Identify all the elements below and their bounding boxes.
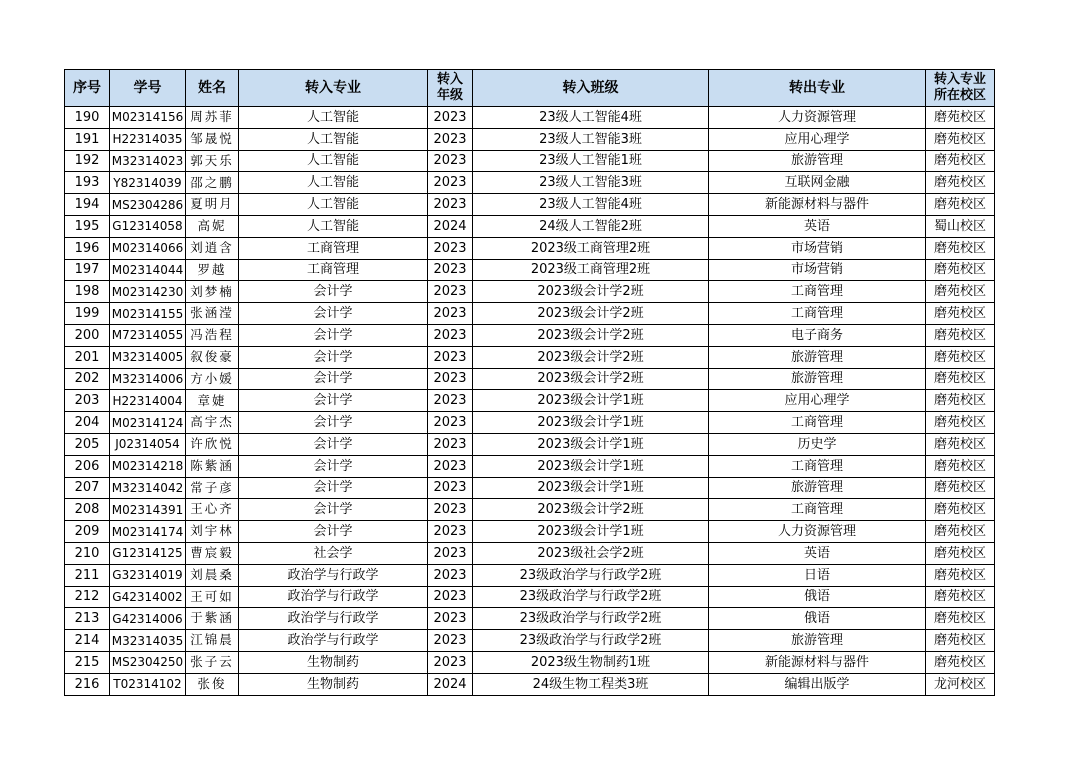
cell-grade: 2024 bbox=[428, 673, 473, 695]
header-grade bbox=[428, 70, 473, 107]
cell-seq: 208 bbox=[65, 499, 110, 521]
cell-grade: 2023 bbox=[428, 499, 473, 521]
cell-to-major: 会计学 bbox=[239, 521, 428, 543]
cell-to-class: 2023级社会学2班 bbox=[473, 542, 709, 564]
cell-to-class: 23级政治学与行政学2班 bbox=[473, 608, 709, 630]
cell-seq: 203 bbox=[65, 390, 110, 412]
cell-seq: 191 bbox=[65, 128, 110, 150]
table-row bbox=[65, 651, 995, 673]
cell-seq: 190 bbox=[65, 107, 110, 129]
cell-campus: 磨苑校区 bbox=[926, 542, 995, 564]
cell-campus: 磨苑校区 bbox=[926, 499, 995, 521]
cell-to-class: 24级生物工程类3班 bbox=[473, 673, 709, 695]
cell-grade: 2023 bbox=[428, 608, 473, 630]
cell-from-major: 工商管理 bbox=[709, 281, 926, 303]
cell-campus: 磨苑校区 bbox=[926, 150, 995, 172]
table-row bbox=[65, 412, 995, 434]
cell-to-class: 23级政治学与行政学2班 bbox=[473, 564, 709, 586]
cell-campus: 磨苑校区 bbox=[926, 477, 995, 499]
cell-to-class: 2023级工商管理2班 bbox=[473, 259, 709, 281]
cell-campus: 磨苑校区 bbox=[926, 324, 995, 346]
cell-student-id: M32314006 bbox=[110, 368, 186, 390]
cell-from-major: 旅游管理 bbox=[709, 630, 926, 652]
table-row bbox=[65, 630, 995, 652]
cell-campus: 磨苑校区 bbox=[926, 455, 995, 477]
table-row bbox=[65, 673, 995, 695]
header-to-major: 转入专业 bbox=[239, 70, 428, 107]
table-row bbox=[65, 368, 995, 390]
table-row bbox=[65, 281, 995, 303]
cell-student-id: T02314102 bbox=[110, 673, 186, 695]
cell-from-major: 工商管理 bbox=[709, 455, 926, 477]
cell-student-id: G32314019 bbox=[110, 564, 186, 586]
cell-from-major: 互联网金融 bbox=[709, 172, 926, 194]
cell-to-major: 人工智能 bbox=[239, 150, 428, 172]
cell-grade: 2023 bbox=[428, 346, 473, 368]
cell-campus: 磨苑校区 bbox=[926, 128, 995, 150]
cell-campus: 磨苑校区 bbox=[926, 346, 995, 368]
cell-to-major: 人工智能 bbox=[239, 215, 428, 237]
cell-student-id: M32314035 bbox=[110, 630, 186, 652]
table-row bbox=[65, 303, 995, 325]
cell-from-major: 编辑出版学 bbox=[709, 673, 926, 695]
cell-from-major: 新能源材料与器件 bbox=[709, 651, 926, 673]
cell-seq: 216 bbox=[65, 673, 110, 695]
cell-to-major: 生物制药 bbox=[239, 651, 428, 673]
table-row bbox=[65, 564, 995, 586]
cell-from-major: 英语 bbox=[709, 215, 926, 237]
table-row bbox=[65, 477, 995, 499]
cell-from-major: 俄语 bbox=[709, 586, 926, 608]
cell-to-class: 23级人工智能4班 bbox=[473, 194, 709, 216]
cell-to-major: 会计学 bbox=[239, 303, 428, 325]
cell-student-id: MS2304286 bbox=[110, 194, 186, 216]
cell-seq: 201 bbox=[65, 346, 110, 368]
cell-student-id: G12314058 bbox=[110, 215, 186, 237]
cell-to-major: 政治学与行政学 bbox=[239, 564, 428, 586]
cell-to-class: 2023级会计学2班 bbox=[473, 303, 709, 325]
cell-to-major: 会计学 bbox=[239, 368, 428, 390]
cell-to-class: 2023级会计学1班 bbox=[473, 521, 709, 543]
cell-name: 张涵滢 bbox=[186, 303, 239, 325]
cell-name: 高妮 bbox=[186, 215, 239, 237]
cell-campus: 磨苑校区 bbox=[926, 412, 995, 434]
cell-student-id: M02314174 bbox=[110, 521, 186, 543]
cell-grade: 2023 bbox=[428, 259, 473, 281]
cell-name: 高宇杰 bbox=[186, 412, 239, 434]
cell-to-class: 2023级会计学1班 bbox=[473, 455, 709, 477]
cell-student-id: G42314002 bbox=[110, 586, 186, 608]
cell-from-major: 旅游管理 bbox=[709, 150, 926, 172]
cell-name: 罗越 bbox=[186, 259, 239, 281]
cell-seq: 207 bbox=[65, 477, 110, 499]
cell-name: 曹宸毅 bbox=[186, 542, 239, 564]
cell-seq: 193 bbox=[65, 172, 110, 194]
header-to-class: 转入班级 bbox=[473, 70, 709, 107]
cell-grade: 2023 bbox=[428, 281, 473, 303]
cell-grade: 2023 bbox=[428, 651, 473, 673]
cell-name: 张俊 bbox=[186, 673, 239, 695]
cell-campus: 磨苑校区 bbox=[926, 608, 995, 630]
table-row bbox=[65, 608, 995, 630]
cell-campus: 磨苑校区 bbox=[926, 521, 995, 543]
cell-to-major: 会计学 bbox=[239, 390, 428, 412]
cell-to-major: 会计学 bbox=[239, 324, 428, 346]
cell-to-major: 人工智能 bbox=[239, 107, 428, 129]
cell-from-major: 人力资源管理 bbox=[709, 107, 926, 129]
cell-student-id: M32314023 bbox=[110, 150, 186, 172]
cell-name: 刘梦楠 bbox=[186, 281, 239, 303]
cell-to-class: 23级政治学与行政学2班 bbox=[473, 630, 709, 652]
table-row bbox=[65, 346, 995, 368]
cell-student-id: G12314125 bbox=[110, 542, 186, 564]
cell-student-id: M02314218 bbox=[110, 455, 186, 477]
cell-to-class: 23级人工智能4班 bbox=[473, 107, 709, 129]
cell-name: 章婕 bbox=[186, 390, 239, 412]
table-row bbox=[65, 259, 995, 281]
cell-student-id: M72314055 bbox=[110, 324, 186, 346]
table-row bbox=[65, 194, 995, 216]
cell-to-class: 23级人工智能3班 bbox=[473, 172, 709, 194]
cell-seq: 199 bbox=[65, 303, 110, 325]
cell-from-major: 人力资源管理 bbox=[709, 521, 926, 543]
cell-from-major: 市场营销 bbox=[709, 259, 926, 281]
cell-to-class: 23级人工智能3班 bbox=[473, 128, 709, 150]
cell-from-major: 英语 bbox=[709, 542, 926, 564]
cell-name: 王心齐 bbox=[186, 499, 239, 521]
cell-grade: 2023 bbox=[428, 455, 473, 477]
cell-campus: 蜀山校区 bbox=[926, 215, 995, 237]
cell-student-id: M02314155 bbox=[110, 303, 186, 325]
cell-to-major: 工商管理 bbox=[239, 259, 428, 281]
cell-seq: 215 bbox=[65, 651, 110, 673]
cell-seq: 213 bbox=[65, 608, 110, 630]
cell-campus: 磨苑校区 bbox=[926, 651, 995, 673]
cell-seq: 194 bbox=[65, 194, 110, 216]
cell-to-major: 会计学 bbox=[239, 346, 428, 368]
cell-to-major: 会计学 bbox=[239, 433, 428, 455]
cell-campus: 磨苑校区 bbox=[926, 107, 995, 129]
cell-student-id: M02314230 bbox=[110, 281, 186, 303]
cell-seq: 209 bbox=[65, 521, 110, 543]
cell-campus: 磨苑校区 bbox=[926, 281, 995, 303]
cell-to-major: 人工智能 bbox=[239, 128, 428, 150]
cell-name: 郭天乐 bbox=[186, 150, 239, 172]
cell-seq: 210 bbox=[65, 542, 110, 564]
cell-to-major: 会计学 bbox=[239, 477, 428, 499]
cell-student-id: M02314156 bbox=[110, 107, 186, 129]
cell-student-id: M02314044 bbox=[110, 259, 186, 281]
cell-campus: 磨苑校区 bbox=[926, 172, 995, 194]
cell-seq: 214 bbox=[65, 630, 110, 652]
cell-seq: 198 bbox=[65, 281, 110, 303]
cell-student-id: M02314391 bbox=[110, 499, 186, 521]
cell-name: 刘逍含 bbox=[186, 237, 239, 259]
cell-to-class: 2023级会计学2班 bbox=[473, 324, 709, 346]
cell-student-id: J02314054 bbox=[110, 433, 186, 455]
cell-to-major: 政治学与行政学 bbox=[239, 630, 428, 652]
cell-student-id: M32314042 bbox=[110, 477, 186, 499]
cell-seq: 205 bbox=[65, 433, 110, 455]
cell-name: 王可如 bbox=[186, 586, 239, 608]
cell-from-major: 工商管理 bbox=[709, 303, 926, 325]
cell-name: 周苏菲 bbox=[186, 107, 239, 129]
cell-seq: 206 bbox=[65, 455, 110, 477]
cell-student-id: G42314006 bbox=[110, 608, 186, 630]
cell-campus: 磨苑校区 bbox=[926, 259, 995, 281]
cell-name: 许欣悦 bbox=[186, 433, 239, 455]
cell-to-class: 2023级会计学1班 bbox=[473, 477, 709, 499]
cell-to-class: 24级人工智能2班 bbox=[473, 215, 709, 237]
cell-grade: 2023 bbox=[428, 194, 473, 216]
cell-student-id: Y82314039 bbox=[110, 172, 186, 194]
cell-campus: 磨苑校区 bbox=[926, 433, 995, 455]
table-row bbox=[65, 455, 995, 477]
table-row bbox=[65, 324, 995, 346]
cell-student-id: M32314005 bbox=[110, 346, 186, 368]
cell-to-major: 人工智能 bbox=[239, 194, 428, 216]
cell-to-class: 2023级会计学1班 bbox=[473, 390, 709, 412]
cell-campus: 磨苑校区 bbox=[926, 303, 995, 325]
cell-seq: 211 bbox=[65, 564, 110, 586]
table-row bbox=[65, 390, 995, 412]
header-campus bbox=[926, 70, 995, 107]
cell-to-major: 会计学 bbox=[239, 412, 428, 434]
cell-seq: 197 bbox=[65, 259, 110, 281]
cell-seq: 200 bbox=[65, 324, 110, 346]
cell-name: 邵之鹏 bbox=[186, 172, 239, 194]
header-campus-line2: 所在校区 bbox=[933, 88, 986, 103]
cell-grade: 2023 bbox=[428, 630, 473, 652]
cell-student-id: M02314124 bbox=[110, 412, 186, 434]
cell-grade: 2023 bbox=[428, 150, 473, 172]
cell-grade: 2023 bbox=[428, 477, 473, 499]
header-seq: 序号 bbox=[65, 70, 110, 107]
cell-campus: 磨苑校区 bbox=[926, 390, 995, 412]
cell-student-id: MS2304250 bbox=[110, 651, 186, 673]
cell-seq: 212 bbox=[65, 586, 110, 608]
cell-campus: 磨苑校区 bbox=[926, 630, 995, 652]
table-row bbox=[65, 542, 995, 564]
cell-grade: 2023 bbox=[428, 542, 473, 564]
cell-from-major: 旅游管理 bbox=[709, 368, 926, 390]
cell-seq: 204 bbox=[65, 412, 110, 434]
cell-from-major: 旅游管理 bbox=[709, 346, 926, 368]
cell-campus: 磨苑校区 bbox=[926, 194, 995, 216]
cell-from-major: 俄语 bbox=[709, 608, 926, 630]
header-name: 姓名 bbox=[186, 70, 239, 107]
cell-name: 张子云 bbox=[186, 651, 239, 673]
cell-from-major: 工商管理 bbox=[709, 412, 926, 434]
cell-from-major: 日语 bbox=[709, 564, 926, 586]
cell-to-major: 会计学 bbox=[239, 499, 428, 521]
table-row bbox=[65, 128, 995, 150]
cell-grade: 2024 bbox=[428, 215, 473, 237]
cell-from-major: 电子商务 bbox=[709, 324, 926, 346]
table-row bbox=[65, 172, 995, 194]
cell-to-class: 2023级会计学2班 bbox=[473, 281, 709, 303]
cell-campus: 磨苑校区 bbox=[926, 368, 995, 390]
cell-grade: 2023 bbox=[428, 237, 473, 259]
table-row bbox=[65, 586, 995, 608]
cell-to-class: 2023级会计学2班 bbox=[473, 346, 709, 368]
header-campus-line1: 转入专业 bbox=[933, 72, 986, 87]
cell-from-major: 应用心理学 bbox=[709, 390, 926, 412]
cell-to-major: 社会学 bbox=[239, 542, 428, 564]
table-row bbox=[65, 433, 995, 455]
cell-from-major: 历史学 bbox=[709, 433, 926, 455]
cell-name: 方小媛 bbox=[186, 368, 239, 390]
cell-seq: 192 bbox=[65, 150, 110, 172]
cell-campus: 龙河校区 bbox=[926, 673, 995, 695]
cell-name: 邹晟悦 bbox=[186, 128, 239, 150]
cell-to-major: 会计学 bbox=[239, 281, 428, 303]
transfer-students-table bbox=[64, 69, 995, 696]
table-row bbox=[65, 499, 995, 521]
cell-grade: 2023 bbox=[428, 368, 473, 390]
cell-to-major: 政治学与行政学 bbox=[239, 586, 428, 608]
cell-grade: 2023 bbox=[428, 390, 473, 412]
cell-grade: 2023 bbox=[428, 172, 473, 194]
cell-student-id: H22314004 bbox=[110, 390, 186, 412]
cell-student-id: M02314066 bbox=[110, 237, 186, 259]
table-row bbox=[65, 107, 995, 129]
cell-from-major: 旅游管理 bbox=[709, 477, 926, 499]
cell-to-major: 人工智能 bbox=[239, 172, 428, 194]
cell-seq: 202 bbox=[65, 368, 110, 390]
cell-grade: 2023 bbox=[428, 586, 473, 608]
cell-grade: 2023 bbox=[428, 412, 473, 434]
cell-name: 江锦晨 bbox=[186, 630, 239, 652]
table-row bbox=[65, 237, 995, 259]
cell-to-class: 2023级工商管理2班 bbox=[473, 237, 709, 259]
cell-to-class: 2023级会计学2班 bbox=[473, 368, 709, 390]
cell-to-class: 2023级生物制药1班 bbox=[473, 651, 709, 673]
cell-grade: 2023 bbox=[428, 521, 473, 543]
cell-student-id: H22314035 bbox=[110, 128, 186, 150]
cell-from-major: 应用心理学 bbox=[709, 128, 926, 150]
cell-seq: 196 bbox=[65, 237, 110, 259]
cell-grade: 2023 bbox=[428, 564, 473, 586]
cell-name: 陈紫涵 bbox=[186, 455, 239, 477]
cell-grade: 2023 bbox=[428, 303, 473, 325]
cell-name: 叙俊豪 bbox=[186, 346, 239, 368]
cell-campus: 磨苑校区 bbox=[926, 564, 995, 586]
cell-name: 冯浩程 bbox=[186, 324, 239, 346]
cell-to-major: 会计学 bbox=[239, 455, 428, 477]
cell-to-major: 工商管理 bbox=[239, 237, 428, 259]
cell-grade: 2023 bbox=[428, 107, 473, 129]
cell-from-major: 新能源材料与器件 bbox=[709, 194, 926, 216]
cell-grade: 2023 bbox=[428, 128, 473, 150]
table-row bbox=[65, 521, 995, 543]
cell-name: 于紫涵 bbox=[186, 608, 239, 630]
table-row bbox=[65, 215, 995, 237]
table-header-row bbox=[65, 70, 995, 107]
header-student-id: 学号 bbox=[110, 70, 186, 107]
cell-from-major: 工商管理 bbox=[709, 499, 926, 521]
cell-to-major: 政治学与行政学 bbox=[239, 608, 428, 630]
table-row bbox=[65, 150, 995, 172]
header-grade-line2: 年级 bbox=[436, 88, 463, 103]
cell-from-major: 市场营销 bbox=[709, 237, 926, 259]
cell-campus: 磨苑校区 bbox=[926, 237, 995, 259]
cell-grade: 2023 bbox=[428, 433, 473, 455]
cell-to-class: 23级人工智能1班 bbox=[473, 150, 709, 172]
cell-name: 刘宇林 bbox=[186, 521, 239, 543]
cell-to-class: 2023级会计学1班 bbox=[473, 412, 709, 434]
cell-to-major: 生物制药 bbox=[239, 673, 428, 695]
cell-name: 夏明月 bbox=[186, 194, 239, 216]
cell-name: 刘晨桑 bbox=[186, 564, 239, 586]
cell-grade: 2023 bbox=[428, 324, 473, 346]
header-from-major: 转出专业 bbox=[709, 70, 926, 107]
cell-to-class: 23级政治学与行政学2班 bbox=[473, 586, 709, 608]
cell-campus: 磨苑校区 bbox=[926, 586, 995, 608]
header-grade-line1: 转入 bbox=[436, 72, 463, 87]
cell-name: 常子彦 bbox=[186, 477, 239, 499]
cell-to-class: 2023级会计学2班 bbox=[473, 499, 709, 521]
cell-seq: 195 bbox=[65, 215, 110, 237]
cell-to-class: 2023级会计学1班 bbox=[473, 433, 709, 455]
